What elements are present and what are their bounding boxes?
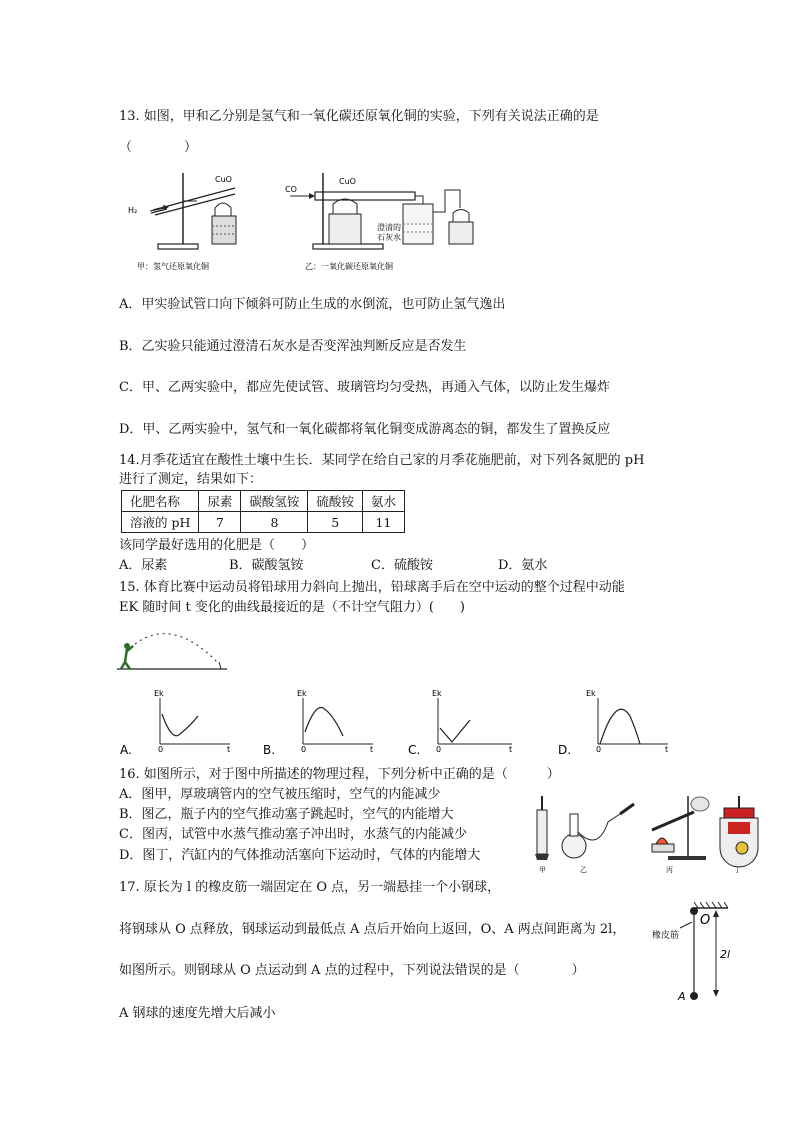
fig-label: 丙: [666, 866, 673, 874]
q16-option-b: B．图乙，瓶子内的空气推动塞子跳起时，空气的内能增大: [119, 807, 454, 822]
q14-option-d: D．氨水: [498, 558, 548, 573]
graph-label: B.: [263, 743, 276, 757]
table-row: [122, 491, 405, 512]
q17-point-o: O: [700, 913, 711, 928]
q13-option-c: C．甲、乙两实验中，都应先使试管、玻璃管均匀受热，再通入气体，以防止发生爆炸: [119, 380, 610, 395]
q13-yi-cuo-label: CuO: [339, 177, 356, 186]
axis-x-label: t: [509, 745, 513, 754]
fig-label: 甲: [539, 866, 546, 874]
q14-option-a: A．尿素: [119, 558, 168, 573]
q17-point-a: A: [678, 990, 686, 1003]
q17-rubber-band-figure: [652, 898, 740, 1004]
q13-yi-co-label: CO: [285, 185, 297, 194]
axis-origin: 0: [301, 745, 307, 754]
table-cell: 5: [308, 512, 363, 533]
q13-jia-h2-label: H₂: [128, 206, 138, 215]
axis-x-label: t: [370, 745, 374, 754]
table-cell: 氨水: [362, 491, 404, 512]
q13-yi-limewater-2: 石灰水: [377, 233, 401, 242]
q17-option-a: A 钢球的速度先增大后减小: [119, 1006, 276, 1021]
table-row: [122, 512, 405, 533]
q14-ph-table: [121, 490, 405, 533]
q14-option-b: B．碳酸氢铵: [229, 558, 304, 573]
axis-y-label: Ek: [586, 689, 596, 698]
q16-stem: 16. 如图所示，对于图中所描述的物理过程，下列分析中正确的是（ ）: [119, 767, 560, 782]
fig-label: 乙: [580, 866, 587, 874]
table-cell: 11: [362, 512, 404, 533]
axis-origin: 0: [596, 745, 602, 754]
q15-graph-b: [263, 686, 381, 756]
q13-figure-jia: [125, 168, 255, 276]
q17-length-label: 2l: [720, 948, 731, 961]
q13-jia-caption: 甲：氢气还原氧化铜: [137, 262, 209, 271]
table-cell: 溶液的 pH: [122, 512, 199, 533]
graph-label: D.: [558, 743, 572, 757]
axis-x-label: t: [227, 745, 231, 754]
axis-origin: 0: [158, 745, 164, 754]
q17-line-1: 17. 原长为 l 的橡皮筋一端固定在 O 点，另一端悬挂一个小钢球，: [119, 880, 501, 895]
axis-y-label: Ek: [432, 689, 442, 698]
q14-question: 该同学最好选用的化肥是（ ）: [119, 538, 315, 553]
q13-option-b: B．乙实验只能通过澄清石灰水是否变浑浊判断反应是否发生: [119, 339, 467, 354]
q16-figures: [528, 792, 776, 874]
table-cell: 碳酸氢铵: [241, 491, 308, 512]
q15-line-1: 15. 体育比赛中运动员将铅球用力斜向上抛出，铅球离手后在空中运动的整个过程中动能: [119, 580, 625, 595]
q14-line-2: 进行了测定，结果如下：: [119, 472, 263, 487]
q13-answer-paren: （ ）: [119, 140, 198, 155]
q17-line-3: 如图所示。则钢球从 O 点运动到 A 点的过程中，下列说法错误的是（ ）: [119, 963, 585, 978]
q15-line-2: EK 随时间 t 变化的曲线最接近的是（不计空气阻力）( ): [119, 600, 465, 615]
q14-option-c: C．硫酸铵: [371, 558, 433, 573]
table-cell: 尿素: [199, 491, 241, 512]
q13-jia-cuo-label: CuO: [215, 175, 232, 184]
q13-figure-yi: [285, 168, 485, 276]
fig-label: 丁: [734, 866, 741, 874]
axis-origin: 0: [436, 745, 442, 754]
graph-label: C.: [408, 743, 421, 757]
q15-graph-a: [120, 686, 238, 756]
q15-shot-put-figure: [115, 622, 235, 676]
q13-yi-limewater-1: 澄清的: [377, 223, 401, 232]
q13-option-d: D．甲、乙两实验中，氢气和一氧化碳都将氧化铜变成游离态的铜，都发生了置换反应: [119, 422, 611, 437]
table-cell: 硫酸铵: [308, 491, 363, 512]
q13-option-a: A．甲实验试管口向下倾斜可防止生成的水倒流，也可防止氢气逸出: [119, 297, 506, 312]
table-cell: 化肥名称: [122, 491, 199, 512]
q15-graph-c: [408, 686, 526, 756]
axis-y-label: Ek: [297, 689, 307, 698]
table-cell: 7: [199, 512, 241, 533]
q14-line-1: 14.月季花适宜在酸性土壤中生长．某同学在给自己家的月季花施肥前，对下列各氮肥的 pH: [119, 453, 645, 468]
q17-rubber-band-label: 橡皮筋: [652, 931, 680, 941]
table-cell: 8: [241, 512, 308, 533]
q13-yi-caption: 乙：一氧化碳还原氧化铜: [305, 262, 393, 271]
q16-option-a: A．图甲，厚玻璃管内的空气被压缩时，空气的内能减少: [119, 787, 441, 802]
q16-option-c: C．图丙，试管中水蒸气推动塞子冲出时，水蒸气的内能减少: [119, 827, 467, 842]
q17-line-2: 将钢球从 O 点释放，钢球运动到最低点 A 点后开始向上返回，O、A 两点间距离为 2l，: [119, 922, 626, 937]
axis-y-label: Ek: [154, 689, 164, 698]
q16-option-d: D．图丁，汽缸内的气体推动活塞向下运动时，气体的内能增大: [119, 848, 481, 863]
q15-graph-d: [558, 686, 676, 756]
q13-stem: 13. 如图，甲和乙分别是氢气和一氧化碳还原氧化铜的实验，下列有关说法正确的是: [119, 109, 599, 124]
graph-label: A.: [120, 743, 132, 757]
axis-x-label: t: [665, 745, 669, 754]
